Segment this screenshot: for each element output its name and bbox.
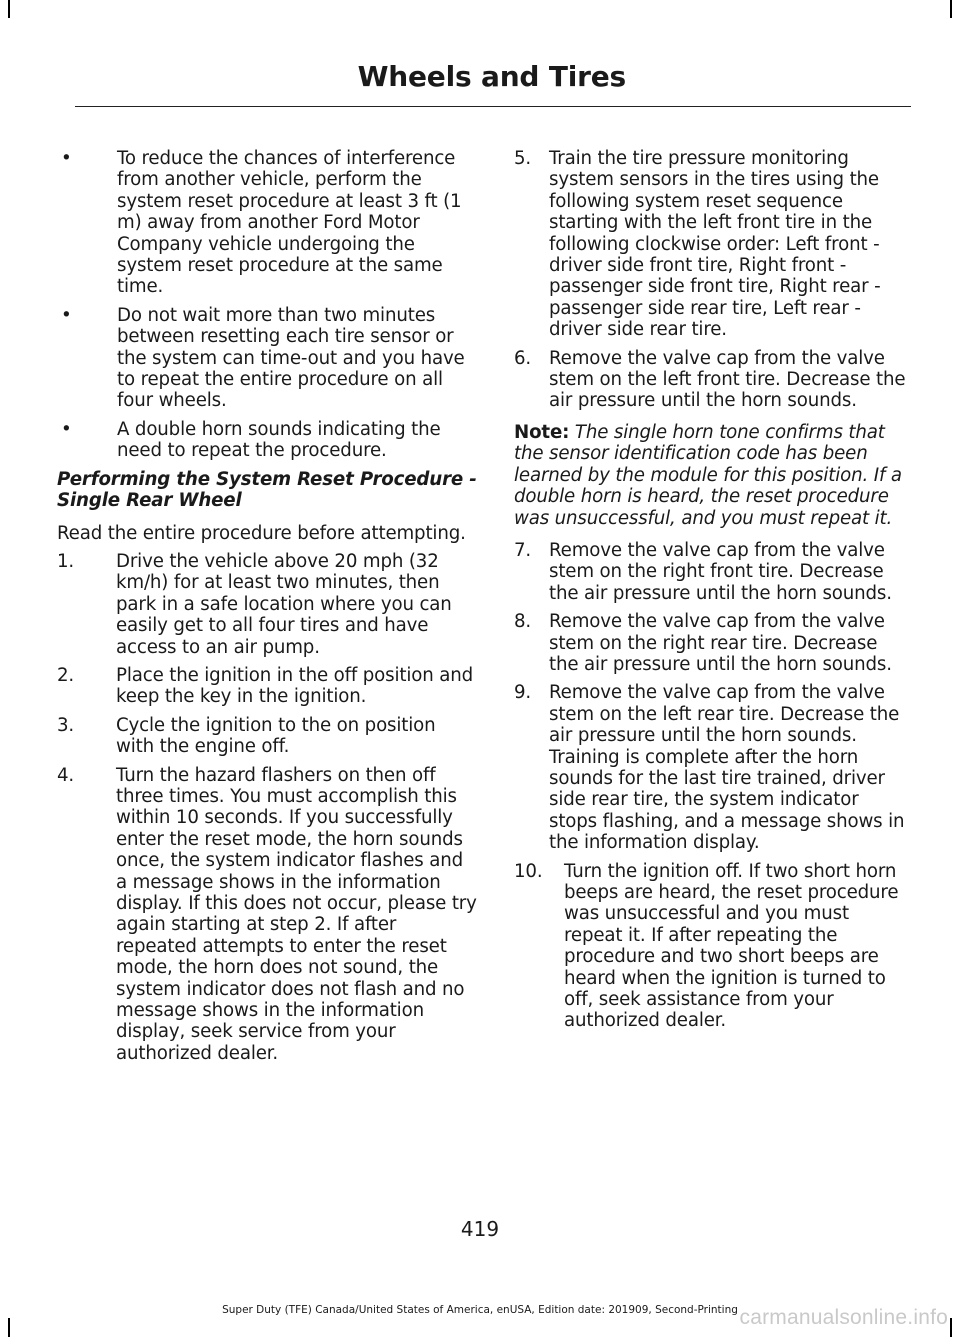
step-number: 4. [57,764,75,786]
step-text: Remove the valve cap from the valve stem on the left front tire. Decrease the air pressure until the horn sounds. [549,347,906,412]
step-text: Turn the hazard flashers on then off three times. You must accomplish this within 10 seconds. If you successfully enter the reset mode, the horn sounds once, the system indicator flashes and a message shows in the information display. If this does not occur, please try again starting at step 2. If after repeated attempts to enter the reset mode, the horn does not sound, the system indicator does not flash and no message shows in the information display, seek service from your authorized dealer. [116,764,477,1064]
step-item [514,348,908,412]
step-number: 7. [514,539,532,561]
bullet-text: To reduce the chances of interference from another vehicle, perform the system reset procedure at least 3 ft (1 m) away from another Ford Motor Company vehicle undergoing the system reset procedure at the same time. [117,148,462,298]
step-number: 3. [57,714,75,736]
crop-mark-top-right [950,0,952,18]
bullet-item [57,419,477,462]
note-text: The single horn tone confirms that the sensor identification code has been learned by the module for this position. If a double horn is heard, the reset procedure was unsuccessful, and you must repeat it. [514,421,902,529]
crop-mark-bottom-left [8,1318,10,1337]
step-item [514,148,908,341]
note-label: Note: [514,421,570,443]
step-text: Turn the ignition off. If two short horn beeps are heard, the reset procedure was unsuccessful and you must repeat it. If after repeating the procedure and two short beeps are heard when the ignition is turned to off, seek assistance from your authorized dealer. [564,860,899,1032]
step-text: Place the ignition in the off position and keep the key in the ignition. [116,664,474,708]
step-item [514,540,908,604]
step-item [514,861,908,1032]
crop-mark-bottom-right [950,1318,952,1337]
bullet-text: Do not wait more than two minutes between resetting each tire sensor or the system can time-out and you have to repeat the entire procedure on all four wheels. [117,304,465,412]
step-text: Cycle the ignition to the on position with the engine off. [116,714,436,758]
step-number: 8. [514,611,532,633]
step-text: Remove the valve cap from the valve stem on the right front tire. Decrease the air pressure until the horn sounds. [549,539,892,604]
page-number: 419 [460,1217,500,1241]
bullet-marker: • [61,148,72,169]
right-column [514,148,908,1039]
step-number: 10. [514,860,543,882]
bullet-item [57,148,477,298]
footer-edition-info: Super Duty (TFE) Canada/United States of America, enUSA, Edition date: 201909, Second-Printing [222,1304,738,1316]
section-subheading: Performing the System Reset Procedure - Single Rear Wheel [57,468,477,512]
step-number: 9. [514,682,532,704]
step-number: 6. [514,347,532,369]
header-divider [75,106,911,107]
step-number: 5. [514,148,532,169]
bullet-marker: • [61,418,72,440]
step-text: Remove the valve cap from the valve stem on the right rear tire. Decrease the air pressure until the horn sounds. [549,611,892,675]
bullet-text: A double horn sounds indicating the need to repeat the procedure. [117,418,441,462]
bullet-item [57,305,477,412]
step-item [514,682,908,853]
intro-paragraph: Read the entire procedure before attempting. [57,522,466,544]
step-text: Train the tire pressure monitoring system sensors in the tires using the following system reset sequence starting with the left front tire in the following clockwise order: Left front - driver side front tire, Right front - passenger side front tire, Right rear - passenger side rear tire, Left rear - driver side rear tire. [549,148,881,341]
left-column [57,148,477,1071]
crop-mark-top-left [8,0,10,18]
step-item [57,765,477,1065]
watermark: carmanualsonline.info [739,1306,948,1329]
step-item [514,611,908,675]
page-title: Wheels and Tires [357,60,626,93]
bullet-marker: • [61,304,72,326]
step-item [57,665,477,708]
step-item [57,551,477,658]
step-number: 2. [57,664,75,686]
step-item [57,715,477,758]
step-text: Remove the valve cap from the valve stem on the left rear tire. Decrease the air pressure until the horn sounds. Training is complete after the horn sounds for the last tire trained, driver side rear tire, the system indicator stops flashing, and a message shows in the information display. [549,682,905,854]
step-text: Drive the vehicle above 20 mph (32 km/h) for at least two minutes, then park in a safe location where you can easily get to all four tires and have access to an air pump. [116,550,452,658]
note-paragraph [514,422,908,529]
step-number: 1. [57,550,75,572]
